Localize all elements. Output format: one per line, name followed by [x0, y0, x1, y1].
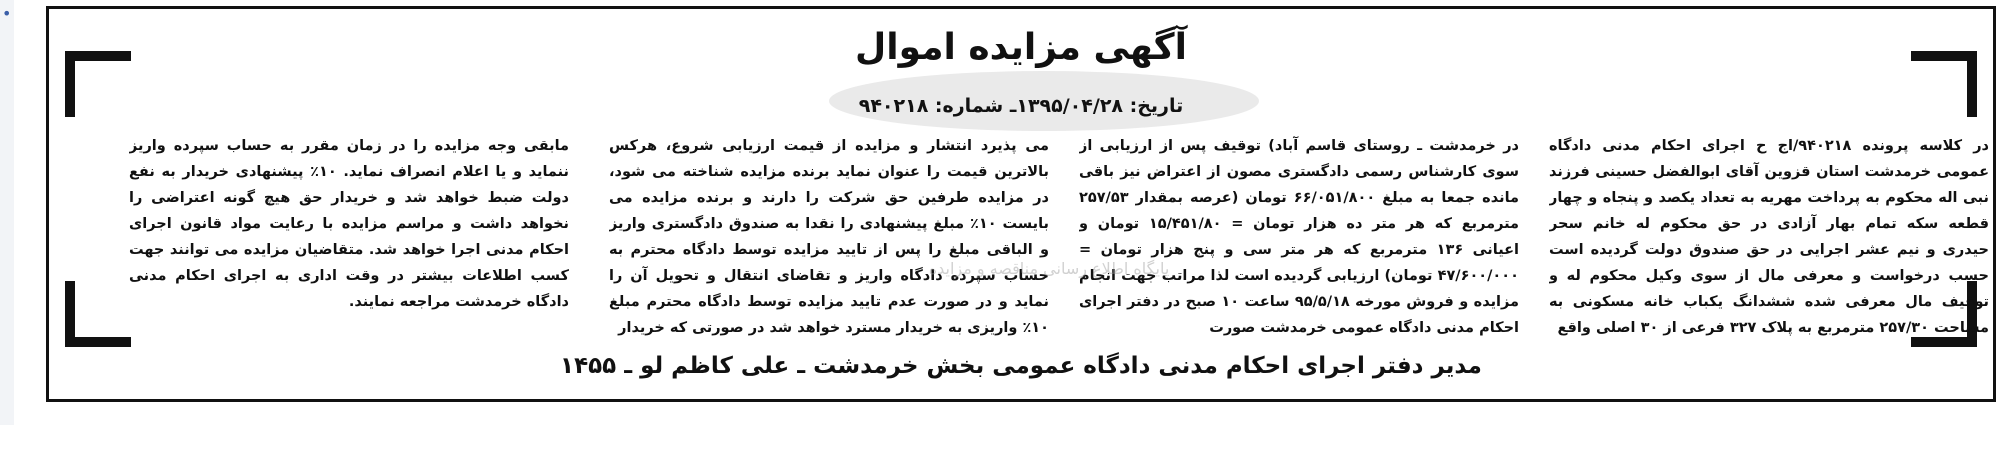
watermark-text: پایگاه اطلاع رسانی مناقصه و مزایده: [928, 259, 1170, 278]
notice-column-2: در خرمدشت ـ روستای قاسم آباد) توقیف پس از ارزیابی از سوی کارشناس رسمی دادگستری مصون از اعتراض نیز باقی مانده جمعا به مبلغ ۶۶/۰۵۱/۸۰۰ تومان (عرصه بمقدار ۲۵۷/۵۳ مترمربع که هر متر ده هزار تومان = ۱۵/۴۵۱/۸۰ تومان و اعیانی ۱۳۶ مترمربع که هر متر سی و پنج هزار تومان = ۴۷/۶۰۰/۰۰۰ تومان) ارزیابی گردیده است لذا مراتب جهت انجام مزایده و فروش مورخه ۹۵/۵/۱۸ ساعت ۱۰ صبح در دفتر اجرای احکام مدنی دادگاه عمومی خرمدشت صورت: [1079, 138, 1519, 336]
notice-column-4: مابقی وجه مزایده را در زمان مقرر به حساب سپرده واریز ننماید و یا اعلام انصراف نماید. ۱۰٪ پیشنهادی خریدار به نفع دولت ضبط خواهد شد و خریدار حق هیچ گونه اعتراضی را نخواهد داشت و مراسم مزایده با رعایت مواد قانون اجرای احکام مدنی اجرا خواهد شد. متقاضیان مزایده می توانند جهت کسب اطلاعات بیشتر در وقت اداری به اجرای احکام مدنی دادگاه خرمدشت مراجعه نمایند.: [129, 138, 569, 310]
notice-title: آگهی مزایده اموال: [855, 27, 1187, 68]
page-margin-strip: [0, 0, 14, 425]
notice-column-3: می پذیرد انتشار و مزایده از قیمت ارزیابی شروع، هرکس بالاترین قیمت را عنوان نماید برنده مزایده شناخته می شود، در مزایده طرفین حق شرکت را دارند و برنده مزایده می بایست ۱۰٪ مبلغ پیشنهادی را نقدا به صندوق دادگستری واریز و الباقی مبلغ را پس از تایید مزایده توسط دادگاه محترم به حساب سپرده دادگاه واریز و تقاضای انتقال و تحویل آن را نماید و در صورت عدم تایید مزایده توسط دادگاه محترم مبلغ ۱۰٪ واریزی به خریدار مسترد خواهد شد در صورتی که خریدار: [609, 138, 1049, 336]
margin-marker: •: [2, 4, 12, 23]
notice-signature: مدیر دفتر اجرای احکام مدنی دادگاه عمومی بخش خرمدشت ـ علی کاظم لو ـ ۱۴۵۵: [560, 353, 1482, 379]
notice-column-1: در کلاسه پرونده ۹۴۰۲۱۸/اج ح اجرای احکام مدنی دادگاه عمومی خرمدشت استان قزوین آقای ابوالفضل حسینی فرزند نبی اله محکوم به پرداخت مهریه به تعداد یکصد و پنجاه و چهار قطعه سکه تمام بهار آزادی در حق محکوم له خانم سحر حیدری و نیم عشر اجرایی در حق صندوق دولت گردیده است حسب درخواست و معرفی مال از سوی وکیل محکوم له و توقیف مال معرفی شده ششدانگ یکباب خانه مسکونی به مساحت ۲۵۷/۳۰ مترمربع به پلاک ۳۲۷ فرعی از ۳۰ اصلی واقع: [1549, 138, 1989, 336]
corner-bracket-bottom-left: [65, 281, 131, 347]
notice-frame: [46, 6, 1996, 402]
date-and-number: تاریخ: ۱۳۹۵/۰۴/۲۸ـ شماره: ۹۴۰۲۱۸: [858, 95, 1184, 117]
